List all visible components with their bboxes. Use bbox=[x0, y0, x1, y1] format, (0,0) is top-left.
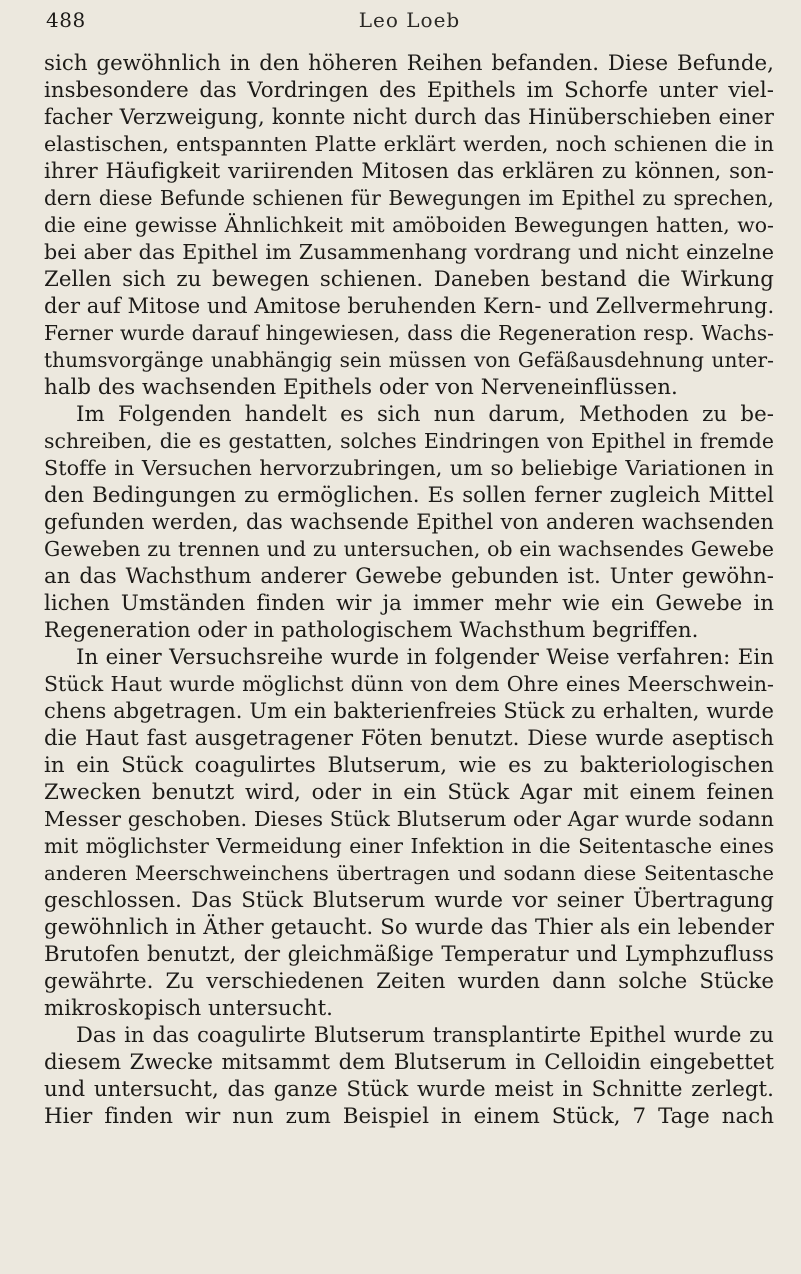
text-line: Zwecken benutzt wird, oder in ein Stück Agar mit einem feinen bbox=[44, 780, 774, 805]
text-line: Stoffe in Versuchen hervorzubringen, um so beliebige Variationen in bbox=[44, 456, 774, 480]
text-line: Messer geschoben. Dieses Stück Blutserum oder Agar wurde sodann bbox=[44, 807, 774, 831]
text-line: Im Folgenden handelt es sich nun darum, Methoden zu be- bbox=[76, 402, 774, 427]
text-line: Zellen sich zu bewegen schienen. Daneben bestand die Wirkung bbox=[44, 267, 774, 292]
text-line: facher Verzweigung, konnte nicht durch das Hinüberschieben einer bbox=[44, 105, 774, 129]
page-header bbox=[46, 8, 773, 38]
text-line: gewöhnlich in Äther getaucht. So wurde das Thier als ein lebender bbox=[44, 915, 774, 940]
text-line: der auf Mitose und Amitose beruhenden Kern- und Zellvermehrung. bbox=[44, 294, 775, 318]
text-line: mit möglichster Vermeidung einer Infektion in die Seitentasche eines bbox=[44, 834, 774, 858]
text-line: den Bedingungen zu ermöglichen. Es sollen ferner zugleich Mittel bbox=[44, 483, 774, 508]
body-text bbox=[44, 50, 774, 1130]
text-line: geschlossen. Das Stück Blutserum wurde vor seiner Übertragung bbox=[44, 888, 774, 913]
text-line: sich gewöhnlich in den höheren Reihen befanden. Diese Befunde, bbox=[44, 51, 774, 76]
text-line: Stück Haut wurde möglichst dünn von dem Ohre eines Meerschwein- bbox=[44, 672, 774, 696]
text-line: schreiben, die es gestatten, solches Eindringen von Epithel in fremde bbox=[44, 429, 774, 453]
text-line: und untersucht, das ganze Stück wurde meist in Schnitte zerlegt. bbox=[44, 1077, 774, 1102]
text-line: gefunden werden, das wachsende Epithel von anderen wachsenden bbox=[44, 510, 774, 534]
text-line: Brutofen benutzt, der gleichmäßige Temperatur und Lymphzufluss bbox=[44, 942, 774, 967]
text-line: an das Wachsthum anderer Gewebe gebunden ist. Unter gewöhn- bbox=[44, 564, 774, 589]
text-line: chens abgetragen. Um ein bakterienfreies Stück zu erhalten, wurde bbox=[44, 699, 774, 723]
text-line: thumsvorgänge unabhängig sein müssen von Gefäßausdehnung unter- bbox=[44, 348, 774, 372]
text-line: lichen Umständen finden wir ja immer mehr wie ein Gewebe in bbox=[44, 591, 774, 616]
text-line: die Haut fast ausgetragener Föten benutzt. Diese wurde aseptisch bbox=[44, 726, 774, 751]
text-line: elastischen, entspannten Platte erklärt werden, noch schienen die in bbox=[44, 132, 774, 156]
text-line: gewährte. Zu verschiedenen Zeiten wurden dann solche Stücke bbox=[44, 969, 774, 994]
text-line: Ferner wurde darauf hingewiesen, dass die Regeneration resp. Wachs- bbox=[44, 321, 774, 345]
running-head: Leo Loeb bbox=[358, 8, 461, 32]
text-line: In einer Versuchsreihe wurde in folgender Weise verfahren: Ein bbox=[76, 645, 774, 670]
text-line: die eine gewisse Ähnlichkeit mit amöboiden Bewegungen hatten, wo- bbox=[44, 213, 774, 237]
text-line: Geweben zu trennen und zu untersuchen, ob ein wachsendes Gewebe bbox=[44, 537, 774, 561]
text-line: anderen Meerschweinchens übertragen und sodann diese Seitentasche bbox=[44, 862, 774, 885]
text-line: Das in das coagulirte Blutserum transplantirte Epithel wurde zu bbox=[76, 1023, 774, 1047]
text-line: Hier finden wir nun zum Beispiel in einem Stück, 7 Tage nach bbox=[44, 1104, 774, 1129]
text-line: diesem Zwecke mitsammt dem Blutserum in Celloidin eingebettet bbox=[44, 1050, 774, 1075]
page-number: 488 bbox=[46, 8, 86, 32]
text-line: insbesondere das Vordringen des Epithels im Schorfe unter viel- bbox=[44, 78, 774, 103]
text-line: ihrer Häufigkeit variirenden Mitosen das erklären zu können, son- bbox=[44, 159, 774, 184]
text-line: dern diese Befunde schienen für Bewegungen im Epithel zu sprechen, bbox=[44, 186, 774, 210]
text-line: halb des wachsenden Epithels oder von Nerveneinflüssen. bbox=[44, 375, 678, 400]
text-line: mikroskopisch untersucht. bbox=[44, 996, 333, 1021]
text-line: bei aber das Epithel im Zusammenhang vordrang und nicht einzelne bbox=[44, 240, 774, 264]
text-line: Regeneration oder in pathologischem Wachsthum begriffen. bbox=[44, 618, 699, 643]
text-line: in ein Stück coagulirtes Blutserum, wie es zu bakteriologischen bbox=[44, 753, 774, 778]
